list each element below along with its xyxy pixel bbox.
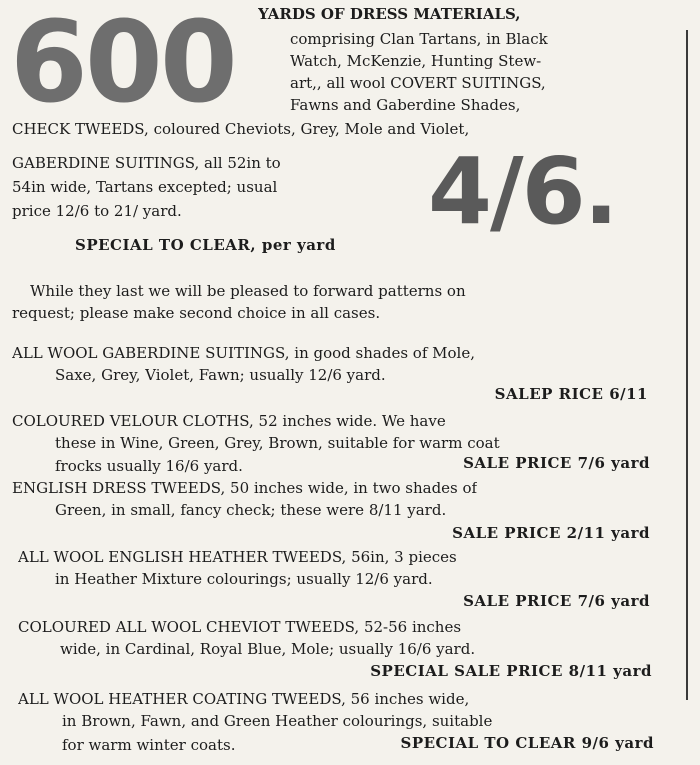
item-line: COLOURED VELOUR CLOTHS, 52 inches wide. We have [12,412,446,430]
headline-line: Fawns and Gaberdine Shades, [290,96,521,114]
item-line: frocks usually 16/6 yard. [55,457,243,475]
item-line: COLOURED ALL WOOL CHEVIOT TWEEDS, 52-56 inches [18,618,462,636]
column-rule [686,30,688,700]
item-line: ALL WOOL GABERDINE SUITINGS, in good shades of Mole, [12,344,475,362]
headline-price: 4/6. [428,138,617,245]
item-line: Saxe, Grey, Violet, Fawn; usually 12/6 yard. [55,366,386,384]
sale-price: SALE PRICE 2/11 yard [452,524,650,542]
item-line: ENGLISH DRESS TWEEDS, 50 inches wide, in two shades of [12,479,478,497]
item-line: ALL WOOL ENGLISH HEATHER TWEEDS, 56in, 3 pieces [18,548,457,566]
item-line: Green, in small, fancy check; these were 8/11 yard. [55,501,447,519]
sale-price: SALEP RICE 6/11 [494,385,648,403]
item-line: ALL WOOL HEATHER COATING TWEEDS, 56 inches wide, [18,690,470,708]
item-line: for warm winter coats. [62,736,236,754]
sale-price: SALE PRICE 7/6 yard [463,454,650,472]
headline-line: art,, all wool COVERT SUITINGS, [290,74,546,92]
sale-price: SPECIAL TO CLEAR 9/6 yard [400,734,654,752]
headline-line: Watch, McKenzie, Hunting Stew- [290,52,542,70]
headline-line: GABERDINE SUITINGS, all 52in to [12,154,281,172]
sale-price: SPECIAL SALE PRICE 8/11 yard [370,662,652,680]
headline-line: 54in wide, Tartans excepted; usual [12,178,278,196]
headline-line: CHECK TWEEDS, coloured Cheviots, Grey, Mole and Violet, [12,120,470,138]
sale-price: SALE PRICE 7/6 yard [463,592,650,610]
notice-line: While they last we will be pleased to forward patterns on [30,282,466,300]
headline-line: YARDS OF DRESS MATERIALS, [258,5,521,23]
headline-line: price 12/6 to 21/ yard. [12,202,182,220]
item-line: in Brown, Fawn, and Green Heather colourings, suitable [62,712,493,730]
item-line: in Heather Mixture colourings; usually 12/6 yard. [55,570,433,588]
headline-quantity: 600 [10,0,235,128]
headline-line: comprising Clan Tartans, in Black [290,30,548,48]
item-line: these in Wine, Green, Grey, Brown, suitable for warm coat [55,434,500,452]
special-to-clear: SPECIAL TO CLEAR, per yard [75,236,336,254]
notice-line: request; please make second choice in all cases. [12,304,381,322]
item-line: wide, in Cardinal, Royal Blue, Mole; usually 16/6 yard. [60,640,476,658]
